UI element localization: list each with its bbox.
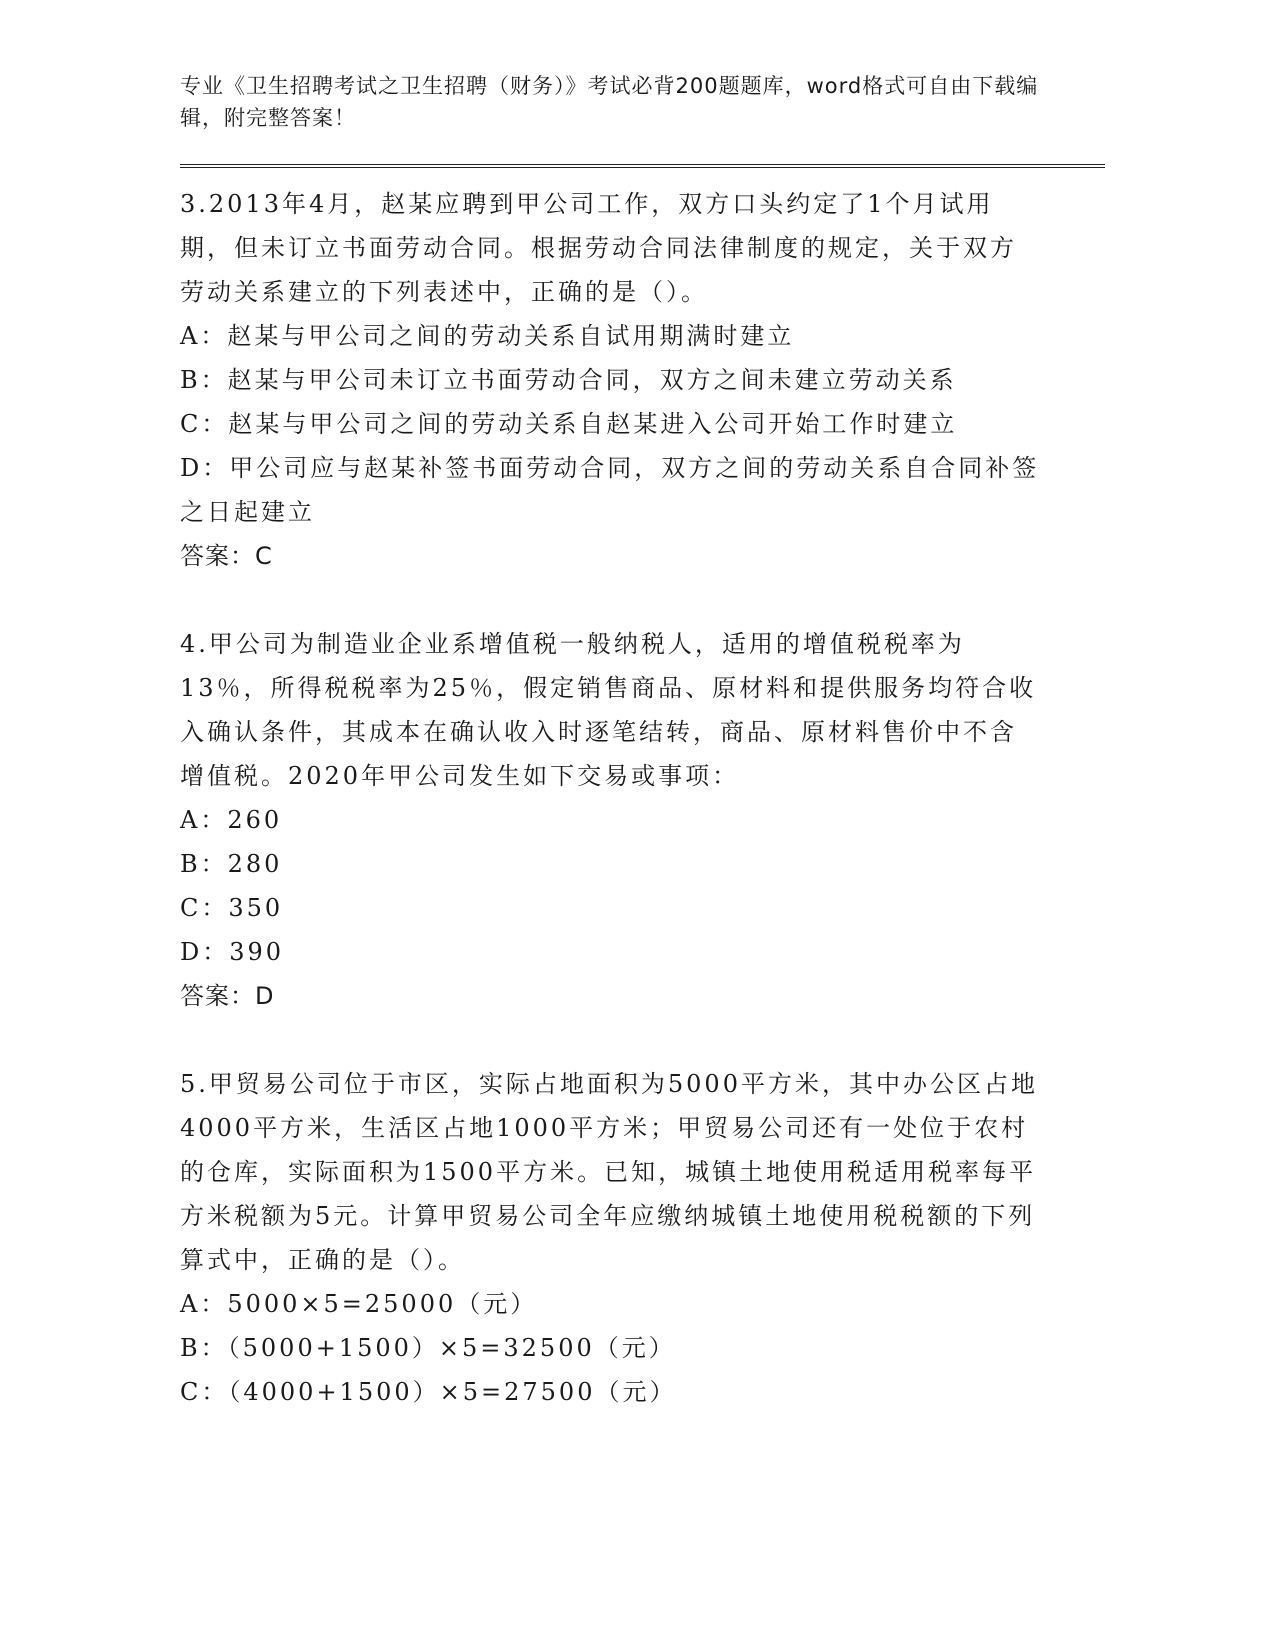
option-b: B：280	[180, 850, 283, 878]
header-divider	[180, 164, 1105, 168]
document-page	[180, 70, 1110, 1414]
answer: 答案：D	[180, 982, 275, 1010]
question-stem: 5.甲贸易公司位于市区，实际占地面积为5000平方米，其中办公区占地4000平方米，生活区占地1000平方米；甲贸易公司还有一处位于农村的仓库，实际面积为1500平方米。已知，城镇土地使用税适用税率每平方米税额为5元。计算甲贸易公司全年应缴纳城镇土地使用税税额的下列算式中，正确的是（）。	[180, 1070, 1038, 1274]
option-a: A：5000×5=25000（元）	[180, 1290, 538, 1318]
option-b: B：赵某与甲公司未订立书面劳动合同，双方之间未建立劳动关系	[180, 366, 957, 394]
question-4	[180, 622, 1040, 1018]
option-d: D：甲公司应与赵某补签书面劳动合同，双方之间的劳动关系自合同补签之日起建立	[180, 454, 1040, 526]
option-a: A：赵某与甲公司之间的劳动关系自试用期满时建立	[180, 322, 795, 350]
question-stem: 3.2013年4月，赵某应聘到甲公司工作，双方口头约定了1个月试用期，但未订立书面劳动合同。根据劳动合同法律制度的规定，关于双方劳动关系建立的下列表述中，正确的是（）。	[180, 190, 1017, 306]
option-a: A：260	[180, 806, 283, 834]
question-3	[180, 182, 1040, 578]
option-c: C：（4000+1500）×5=27500（元）	[180, 1378, 677, 1406]
answer: 答案：C	[180, 542, 273, 570]
option-d: D：390	[180, 938, 285, 966]
option-c: C：350	[180, 894, 284, 922]
document-header: 专业《卫生招聘考试之卫生招聘（财务）》考试必背200题题库，word格式可自由下载编辑，附完整答案！	[180, 74, 1039, 130]
question-5	[180, 1062, 1040, 1414]
option-c: C：赵某与甲公司之间的劳动关系自赵某进入公司开始工作时建立	[180, 410, 958, 438]
question-stem: 4.甲公司为制造业企业系增值税一般纳税人，适用的增值税税率为13％，所得税税率为25％，假定销售商品、原材料和提供服务均符合收入确认条件，其成本在确认收入时逐笔结转，商品、原材料售价中不含增值税。2020年甲公司发生如下交易或事项：	[180, 630, 1037, 790]
option-b: B：（5000+1500）×5=32500（元）	[180, 1334, 676, 1362]
